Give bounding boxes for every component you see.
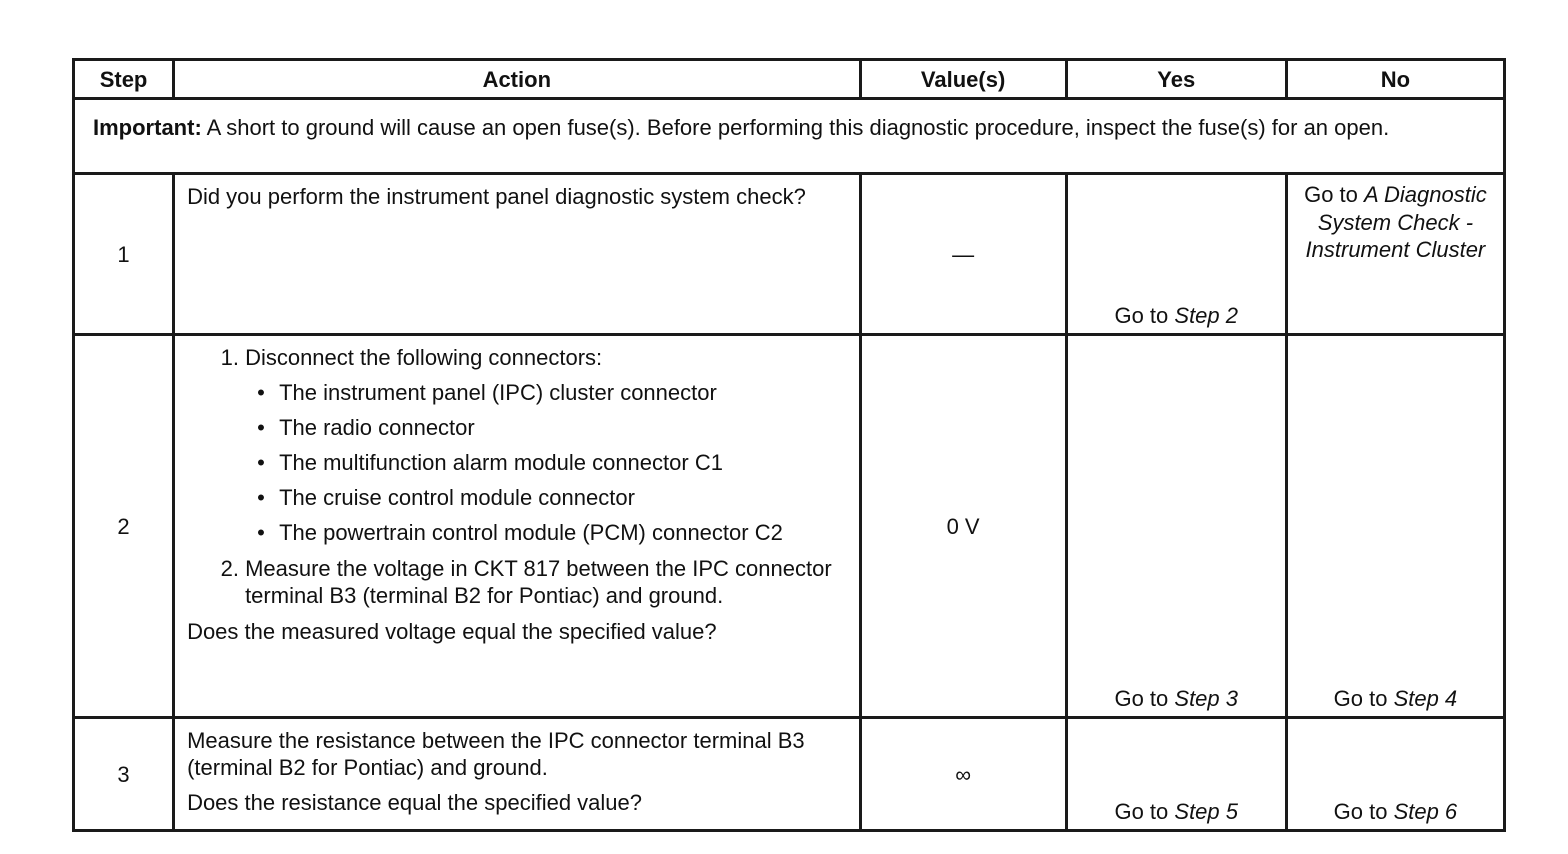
no-prefix: Go to — [1333, 799, 1394, 824]
value-text: — — [860, 174, 1066, 335]
no-prefix: Go to — [1304, 182, 1365, 207]
header-step: Step — [74, 60, 174, 99]
no-target: A Diagnostic System Check - Instrument Cluster — [1305, 182, 1487, 262]
yes-prefix: Go to — [1114, 799, 1175, 824]
yes-target: Step 3 — [1174, 686, 1238, 711]
action-question: Does the measured voltage equal the specified value? — [187, 619, 717, 644]
action-text — [174, 174, 860, 335]
yes-prefix: Go to — [1114, 686, 1175, 711]
no-result — [1286, 174, 1504, 335]
value-text: 0 V — [860, 335, 1066, 718]
action-text — [174, 718, 860, 831]
no-prefix: Go to — [1333, 686, 1394, 711]
connector-item: • The cruise control module connector — [279, 484, 846, 511]
table-row — [74, 335, 1505, 718]
table-header-row — [74, 60, 1505, 99]
header-value: Value(s) — [860, 60, 1066, 99]
yes-result — [1066, 718, 1286, 831]
yes-prefix: Go to — [1114, 303, 1175, 328]
no-target: Step 4 — [1393, 686, 1458, 711]
yes-target: Step 2 — [1174, 303, 1238, 328]
substep-list — [187, 344, 846, 609]
action-instruction: Measure the resistance between the IPC connector terminal B3 (terminal B2 for Pontiac) and ground. — [187, 728, 805, 780]
diagnostic-table — [72, 58, 1506, 832]
substep-text: Measure the voltage in CKT 817 between the IPC connector terminal B3 (terminal B2 for Pontiac) and ground. — [245, 556, 832, 608]
connector-item: • The powertrain control module (PCM) connector C2 — [279, 519, 846, 546]
step-number: 3 — [74, 718, 174, 831]
no-result — [1286, 718, 1504, 831]
yes-result — [1066, 335, 1286, 718]
table-row — [74, 718, 1505, 831]
value-text: ∞ — [860, 718, 1066, 831]
action-question: Does the resistance equal the specified value? — [187, 790, 643, 815]
connector-item: • The multifunction alarm module connector C1 — [279, 449, 846, 476]
header-yes: Yes — [1066, 60, 1286, 99]
no-result — [1286, 335, 1504, 718]
important-label: Important: — [93, 115, 202, 140]
header-no: No — [1286, 60, 1504, 99]
no-target: Step 6 — [1393, 799, 1458, 824]
action-question: Did you perform the instrument panel diagnostic system check? — [187, 184, 806, 209]
yes-result — [1066, 174, 1286, 335]
substep-item — [245, 555, 846, 609]
action-text — [174, 335, 860, 718]
yes-target: Step 5 — [1174, 799, 1238, 824]
table-row — [74, 174, 1505, 335]
step-number: 1 — [74, 174, 174, 335]
header-action: Action — [174, 60, 860, 99]
substep-item — [245, 344, 846, 546]
substep-text: Disconnect the following connectors: — [245, 345, 603, 370]
important-note — [74, 99, 1505, 174]
important-text: A short to ground will cause an open fuse(s). Before performing this diagnostic procedure, inspect the fuse(s) for an open. — [201, 115, 1390, 140]
step-number: 2 — [74, 335, 174, 718]
connector-item: • The radio connector — [279, 414, 846, 441]
connector-item: • The instrument panel (IPC) cluster connector — [279, 379, 846, 406]
connector-list — [245, 379, 846, 546]
important-row — [74, 99, 1505, 174]
